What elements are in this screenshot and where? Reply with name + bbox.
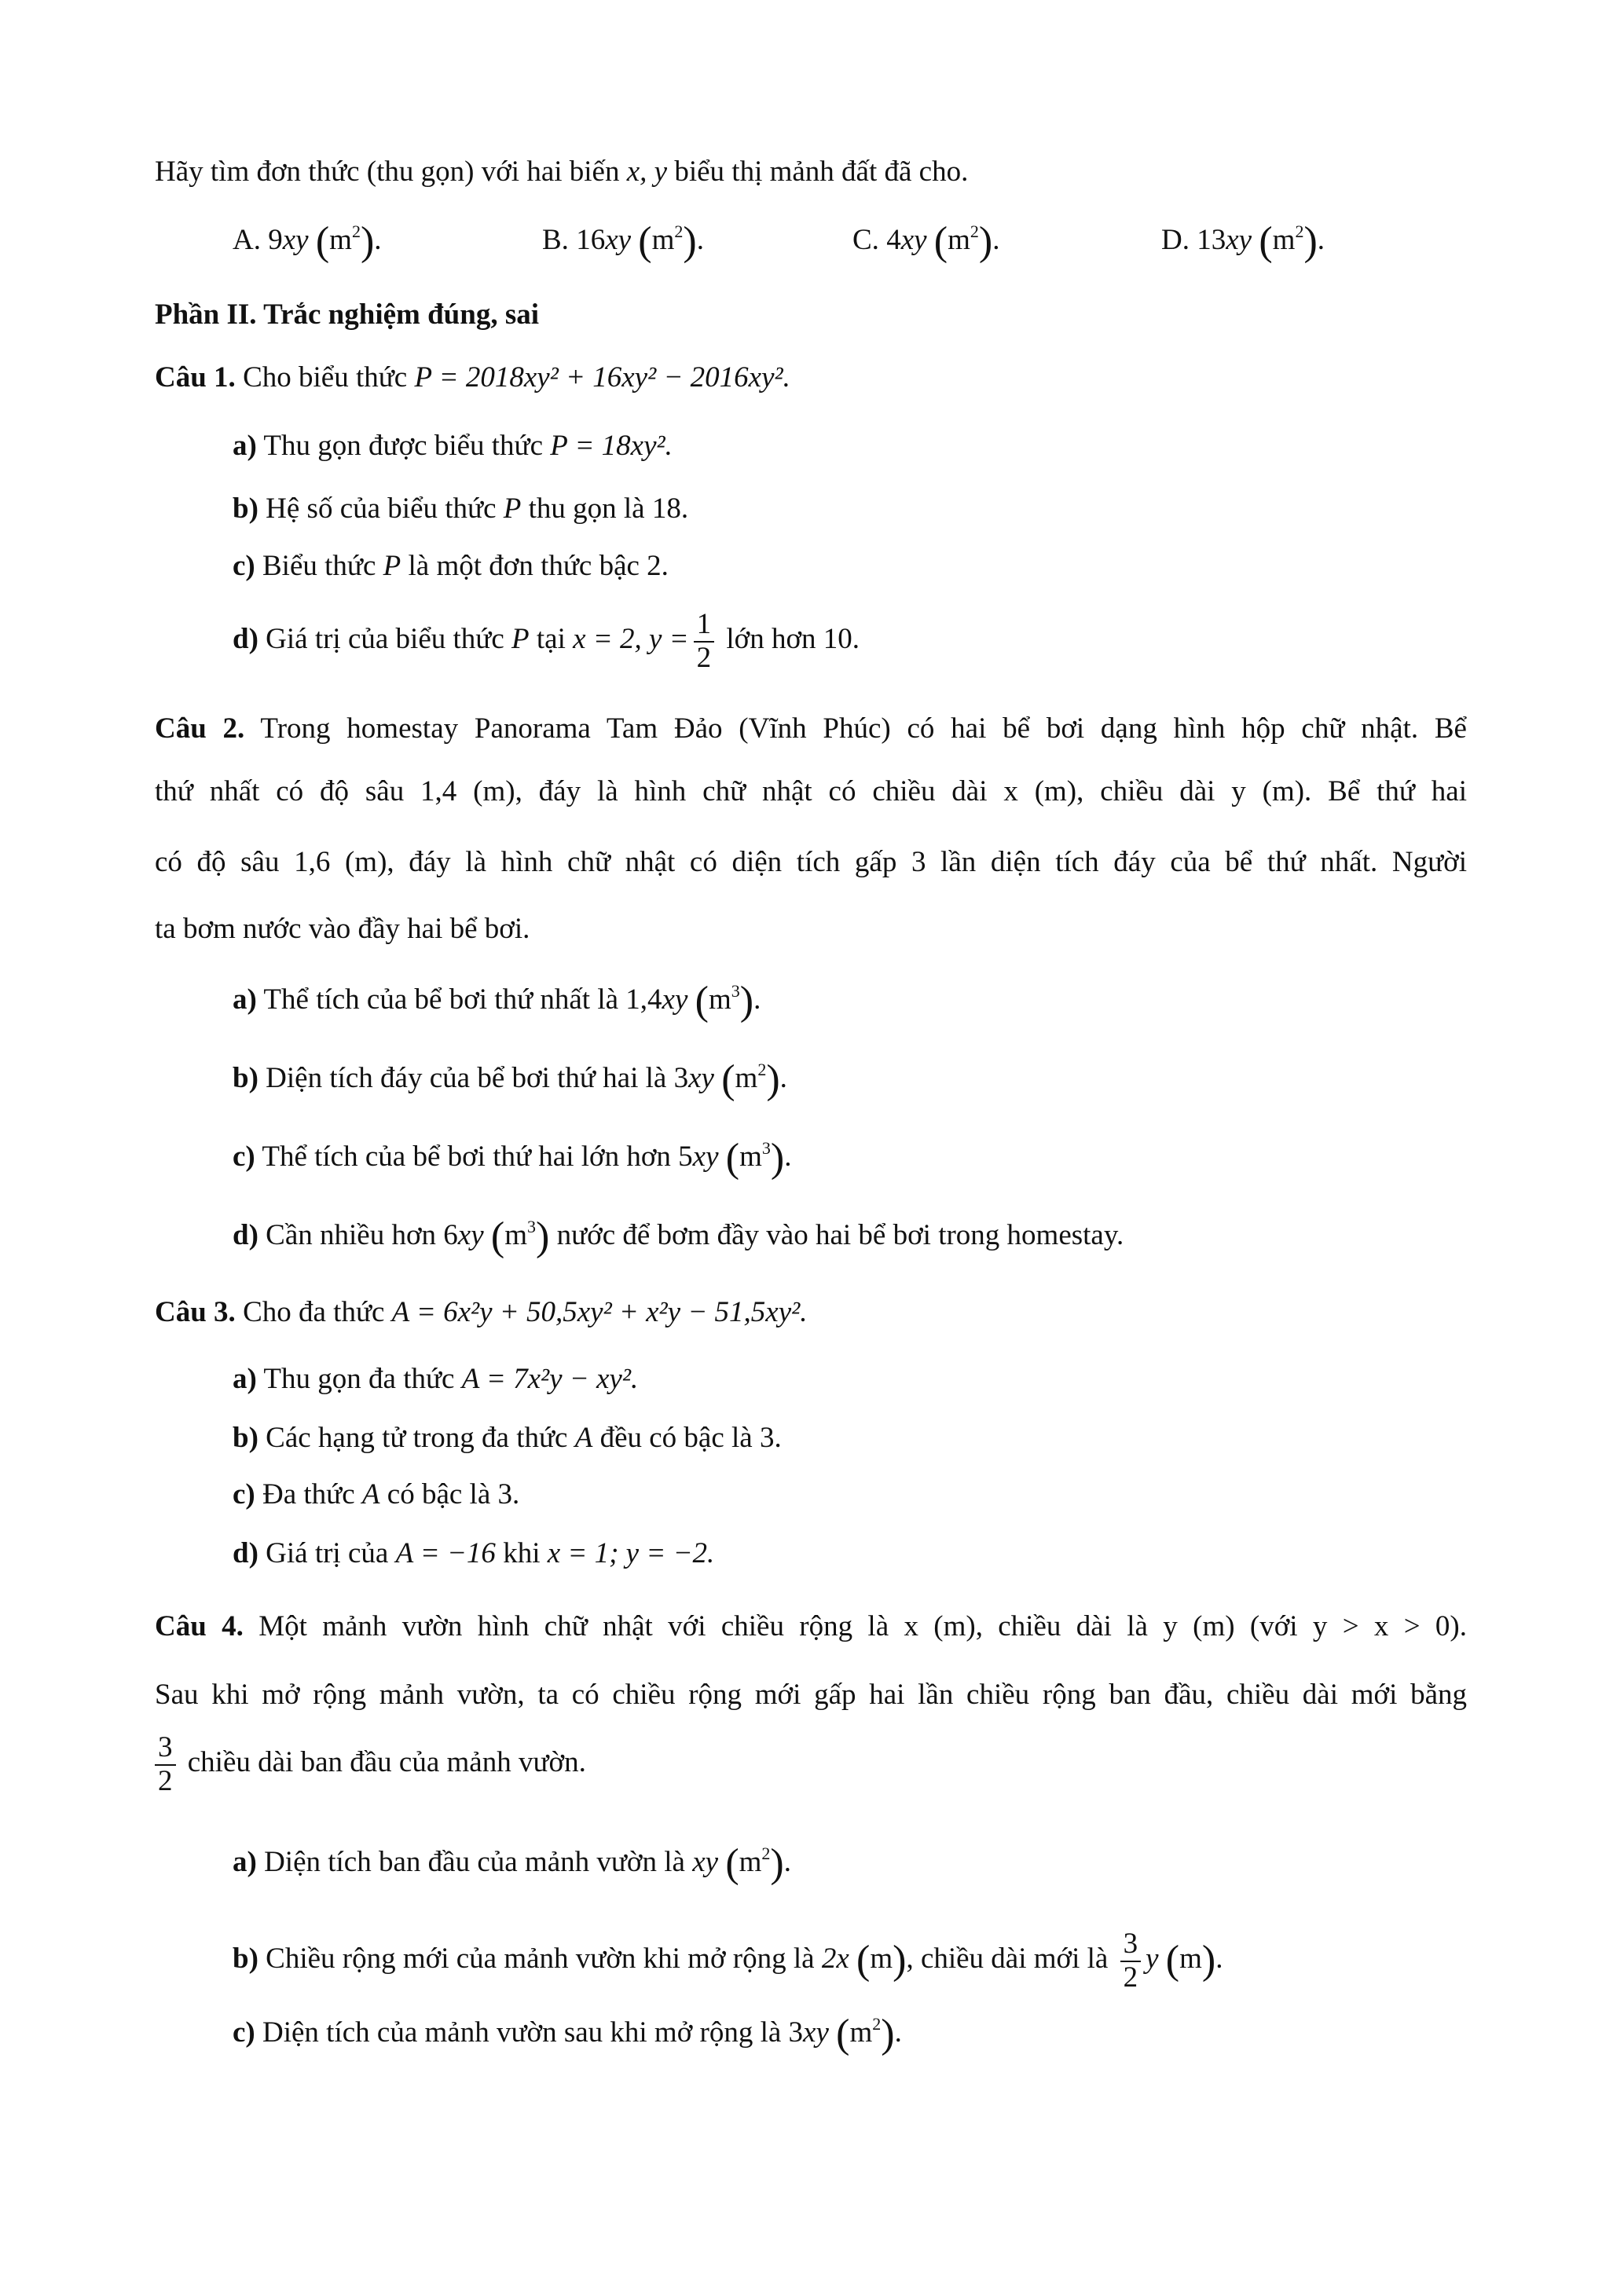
choice-a: A. 9xy $(m^2)$.	[233, 219, 382, 264]
q4-a-unit: m	[739, 1846, 762, 1878]
q2-d-unit: m	[504, 1219, 527, 1251]
q2-d-exp: 3	[527, 1217, 536, 1236]
q1-d-var: P	[511, 623, 530, 656]
q2-a: a) Thể tích của bể bơi thứ nhất là 1,4xy $(m^3)$.	[233, 979, 761, 1023]
q4-b: b) Chiều rộng mới của mảnh vườn khi mở rộng là 2x (m), chiều dài mới là $\frac{3}{2}$ y (m).	[233, 1928, 1223, 1994]
intro-tail: biểu thị mảnh đất đã cho.	[674, 156, 969, 188]
q2-d-coef: 6	[443, 1219, 458, 1251]
q4-line1-text: Một mảnh vườn hình chữ nhật với chiều rộng là x (m), chiều dài là y (m) (với y > x > 0).	[258, 1610, 1467, 1642]
q4-b-unit1: m	[870, 1943, 893, 1976]
q2-line1-text: Trong homestay Panorama Tam Đảo (Vĩnh Phúc) có hai bể bơi dạng hình hộp chữ nhật. Bể	[260, 712, 1467, 745]
choice-letter: C.	[852, 224, 879, 256]
choice-unit: m	[329, 224, 352, 256]
q2-c-exp: 3	[761, 1138, 771, 1158]
q4-b-expr: 2x	[821, 1943, 849, 1976]
q1-stem	[155, 360, 790, 396]
q4-c-coef: 3	[788, 2016, 804, 2049]
intro-line	[155, 154, 968, 190]
q2-a-coef: 1,4	[625, 983, 662, 1016]
q1-a-label: a)	[233, 430, 257, 462]
q1-c	[233, 548, 669, 584]
q2-line2: thứ nhất có độ sâu 1,4 (m), đáy là hình chữ nhật có chiều dài x (m), chiều dài y (m). Bể thứ hai	[155, 775, 1467, 807]
q3-b	[233, 1420, 782, 1456]
q1-a-text: Thu gọn được biểu thức	[263, 430, 544, 462]
fraction-denominator: 2	[1123, 1961, 1138, 1994]
q2-a-var: xy	[662, 983, 688, 1016]
choice-letter: B.	[542, 224, 569, 256]
fraction-numerator: 3	[1120, 1928, 1142, 1962]
q3-a	[233, 1361, 638, 1397]
q2-c-text: Thể tích của bể bơi thứ hai lớn hơn	[262, 1141, 671, 1173]
q1-expr: P = 2018xy² + 16xy² − 2016xy².	[414, 361, 790, 394]
q3-stem	[155, 1294, 807, 1331]
q2-d-label: d)	[233, 1219, 258, 1251]
q2-c: c) Thể tích của bể bơi thứ hai lớn hơn 5xy $(m^3)$.	[233, 1136, 792, 1181]
choice-letter: A.	[233, 224, 261, 256]
q4-line3	[155, 1732, 586, 1797]
q3-c	[233, 1477, 519, 1513]
choice-exp: 2	[351, 222, 361, 241]
q3-a-text: Thu gọn đa thức	[263, 1363, 455, 1395]
q1-c-text: Biểu thức	[262, 550, 376, 582]
fraction-numerator: 1	[694, 609, 715, 643]
fraction-numerator: 3	[155, 1732, 176, 1766]
q3-d-text: Giá trị của	[266, 1537, 389, 1569]
q4-a-text: Diện tích ban đầu của mảnh vườn là	[264, 1846, 685, 1878]
choice-var: xy	[900, 224, 927, 256]
q2-c-var: xy	[692, 1141, 719, 1173]
q2-a-label: a)	[233, 983, 257, 1016]
choice-exp: 2	[674, 222, 684, 241]
q4-b-var: y	[1146, 1943, 1159, 1976]
q3-d	[233, 1536, 714, 1572]
q2-d-text: Cần nhiều hơn	[266, 1219, 437, 1251]
intro-text: Hãy tìm đơn thức (thu gọn) với hai biến	[155, 156, 620, 188]
q3-c-text: Đa thức	[262, 1478, 355, 1511]
q3-c-text2: có bậc là 3.	[387, 1478, 520, 1511]
q4-b-text2: , chiều dài mới là	[906, 1943, 1109, 1976]
q1-b-text: Hệ số của biểu thức	[266, 493, 497, 525]
choice-b: B. 16xy $(m^2)$.	[542, 219, 704, 264]
choice-c: C. 4xy $(m^2)$.	[852, 219, 1000, 264]
q4-c: c) Diện tích của mảnh vườn sau khi mở rộng là 3xy $(m^2)$.	[233, 2012, 902, 2056]
q2-d-text2: nước để bơm đầy vào hai bể bơi trong homestay.	[556, 1219, 1124, 1251]
q1-b	[233, 491, 688, 527]
q1-d-fraction	[694, 609, 715, 674]
q4-b-label: b)	[233, 1943, 258, 1976]
q3-b-text2: đều có bậc là 3.	[599, 1422, 782, 1454]
q1-d-text: Giá trị của biểu thức	[266, 623, 504, 656]
choice-coef: 16	[576, 224, 606, 256]
q3-a-expr: A = 7x²y − xy².	[461, 1363, 639, 1395]
q4-b-fraction	[1120, 1928, 1142, 1994]
q2-c-label: c)	[233, 1141, 255, 1173]
q4-b-text: Chiều rộng mới của mảnh vườn khi mở rộng là	[266, 1943, 815, 1976]
section-title: Phần II. Trắc nghiệm đúng, sai	[155, 298, 540, 331]
choice-coef: 9	[268, 224, 283, 256]
q4-a-var: xy	[692, 1846, 719, 1878]
choice-unit: m	[1272, 224, 1296, 256]
q2-c-unit: m	[739, 1141, 762, 1173]
q1-b-label: b)	[233, 493, 258, 525]
fraction-denominator: 2	[696, 641, 712, 674]
q2-line4: ta bơm nước vào đầy hai bể bơi.	[155, 913, 530, 945]
q4-fraction	[155, 1732, 176, 1797]
q2-b-coef: 3	[673, 1062, 689, 1094]
choice-letter: D.	[1161, 224, 1190, 256]
q3-c-var: A	[361, 1478, 380, 1511]
q3-b-label: b)	[233, 1422, 258, 1454]
choice-exp: 2	[1295, 222, 1304, 241]
q3-d-label: d)	[233, 1537, 258, 1569]
q4-c-exp: 2	[872, 2014, 882, 2034]
q4-line2: Sau khi mở rộng mảnh vườn, ta có chiều rộng mới gấp hai lần chiều rộng ban đầu, chiều dài mới bằng	[155, 1679, 1467, 1711]
q2-b-unit: m	[735, 1062, 758, 1094]
q2-line1	[155, 711, 1467, 747]
q1-d-label: d)	[233, 623, 258, 656]
q4-c-text: Diện tích của mảnh vườn sau khi mở rộng là	[262, 2016, 782, 2049]
q1-a-expr: P = 18xy².	[550, 430, 673, 462]
q2-a-exp: 3	[731, 981, 740, 1001]
q1-c-text2: là một đơn thức bậc 2.	[408, 550, 669, 582]
q4-a: a) Diện tích ban đầu của mảnh vườn là xy $(m^2)$.	[233, 1841, 791, 1886]
q2-d: d) Cần nhiều hơn 6xy $(m^3)$ nước để bơm đầy vào hai bể bơi trong homestay.	[233, 1214, 1124, 1259]
q2-c-coef: 5	[678, 1141, 693, 1173]
choice-coef: 4	[886, 224, 901, 256]
q3-c-label: c)	[233, 1478, 255, 1511]
q1-b-var: P	[503, 493, 522, 525]
q3-label: Câu 3.	[155, 1296, 236, 1328]
q4-b-unit2: m	[1179, 1943, 1202, 1976]
choice-var: xy	[605, 224, 632, 256]
choice-exp: 2	[970, 222, 979, 241]
q3-d-expr2: x = 1; y = −2.	[547, 1537, 715, 1569]
choice-unit: m	[948, 224, 970, 256]
q2-a-unit: m	[708, 983, 731, 1016]
q4-label: Câu 4.	[155, 1610, 244, 1642]
q1-d	[233, 609, 860, 674]
choice-d: D. 13xy $(m^2)$.	[1161, 219, 1325, 264]
q4-line3-text: chiều dài ban đầu của mảnh vườn.	[187, 1746, 586, 1779]
q2-label: Câu 2.	[155, 712, 245, 745]
choice-var: xy	[1226, 224, 1252, 256]
q3-a-label: a)	[233, 1363, 257, 1395]
q4-c-label: c)	[233, 2016, 255, 2049]
q1-b-text2: thu gọn là 18.	[528, 493, 689, 525]
q2-d-var: xy	[457, 1219, 484, 1251]
q4-a-label: a)	[233, 1846, 257, 1878]
q1-d-text3: lớn hơn 10.	[726, 623, 860, 656]
q3-d-text2: khi	[503, 1537, 541, 1569]
q4-a-exp: 2	[761, 1844, 771, 1863]
intro-vars: x, y	[626, 156, 668, 188]
q1-text: Cho biểu thức	[243, 361, 408, 394]
q1-c-label: c)	[233, 550, 255, 582]
q4-line1	[155, 1609, 1467, 1645]
q2-b-var: xy	[688, 1062, 714, 1094]
q4-c-unit: m	[849, 2016, 873, 2049]
q1-d-expr: x = 2, y =	[573, 623, 689, 656]
q2-a-text: Thể tích của bể bơi thứ nhất là	[263, 983, 619, 1016]
q4-c-var: xy	[803, 2016, 829, 2049]
q1-d-text2: tại	[536, 623, 566, 656]
q1-a	[233, 428, 673, 464]
q2-b-text: Diện tích đáy của bể bơi thứ hai là	[266, 1062, 667, 1094]
q3-b-text: Các hạng tử trong đa thức	[266, 1422, 568, 1454]
fraction-denominator: 2	[158, 1764, 173, 1797]
choice-var: xy	[282, 224, 309, 256]
choice-coef: 13	[1197, 224, 1226, 256]
q3-text: Cho đa thức	[243, 1296, 385, 1328]
q1-c-var: P	[383, 550, 401, 582]
choice-unit: m	[651, 224, 675, 256]
q2-b-exp: 2	[757, 1060, 767, 1079]
q3-b-var: A	[574, 1422, 593, 1454]
q2-line3: có độ sâu 1,6 (m), đáy là hình chữ nhật có diện tích gấp 3 lần diện tích đáy của bể thứ nhất. Người	[155, 846, 1467, 878]
q3-expr: A = 6x²y + 50,5xy² + x²y − 51,5xy².	[391, 1296, 808, 1328]
q2-b-label: b)	[233, 1062, 258, 1094]
q2-b: b) Diện tích đáy của bể bơi thứ hai là 3xy $(m^2)$.	[233, 1057, 787, 1102]
q3-d-expr1: A = −16	[395, 1537, 496, 1569]
q1-label: Câu 1.	[155, 361, 236, 394]
